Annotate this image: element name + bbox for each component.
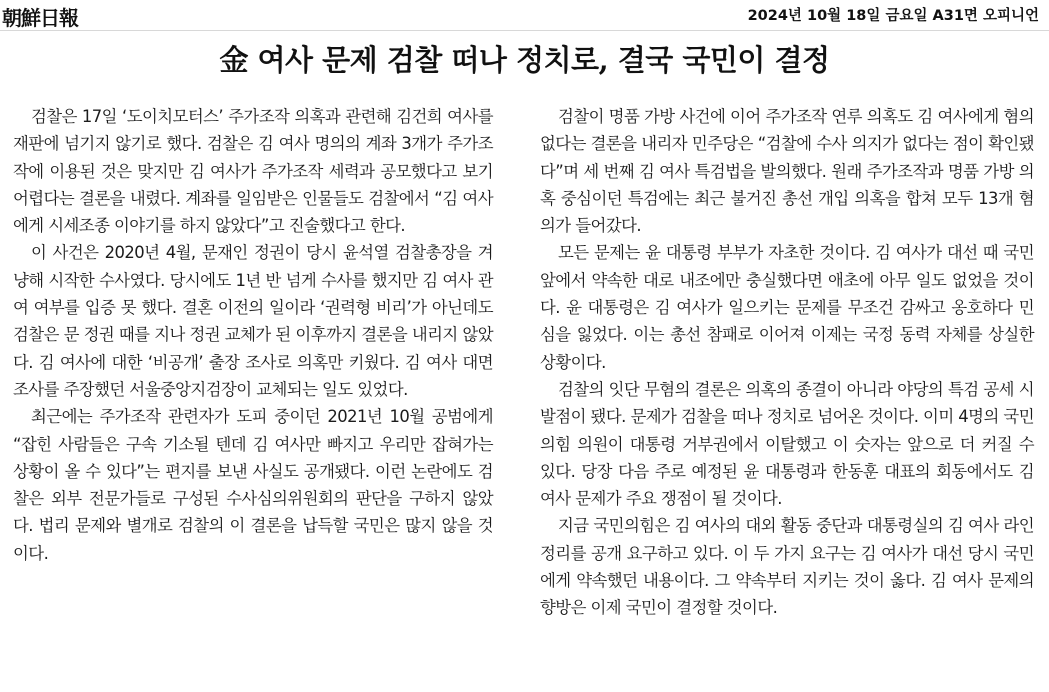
article-paragraph: 검찰의 잇단 무혐의 결론은 의혹의 종결이 아니라 야당의 특검 공세 시발점이 됐다. 문제가 검찰을 떠나 정치로 넘어온 것이다. 이미 4명의 국민의힘 의원이 대통령 거부권에서 이탈했고 이 숫자는 앞으로 더 커질 수 있다. 당장 다음 주로 예정된 윤 대통령과 한동훈 대표의 회동에서도 김 여사 문제가 주요 쟁점이 될 것이다. xyxy=(540,379,1034,509)
article-paragraph: 검찰이 명품 가방 사건에 이어 주가조작 연루 의혹도 김 여사에게 혐의 없다는 결론을 내리자 민주당은 “검찰에 수사 의지가 없다는 점이 확인됐다”며 세 번째 김 여사 특검법을 발의했다. 원래 주가조작과 명품 가방 의혹 중심이던 특검에는 최근 불거진 총선 개입 의혹을 합쳐 모두 13개 혐의가 들어갔다. xyxy=(540,107,1034,236)
article-column-right xyxy=(540,103,1034,622)
article-paragraph: 이 사건은 2020년 4월, 문재인 정권이 당시 윤석열 검찰총장을 겨냥해 시작한 수사였다. 당시에도 1년 반 넘게 수사를 했지만 김 여사 관여 여부를 입증 못 했다. 결혼 이전의 일이라 ‘권력형 비리’가 아닌데도 검찰은 문 정권 때를 지나 정권 교체가 된 이후까지 결론을 내리지 않았다. 김 여사에 대한 ‘비공개’ 출장 조사로 의혹만 키웠다. 김 여사 대면 조사를 주장했던 서울중앙지검장이 교체되는 일도 있었다. xyxy=(13,243,493,399)
article-paragraph: 검찰은 17일 ‘도이치모터스’ 주가조작 의혹과 관련해 김건희 여사를 재판에 넘기지 않기로 했다. 검찰은 김 여사 명의의 계좌 3개가 주가조작에 이용된 것은 맞지만 김 여사가 주가조작 세력과 공모했다고 보기 어렵다는 결론을 내렸다. 계좌를 일임받은 인물들도 검찰에서 “김 여사에게 시세조종 이야기를 하지 않았다”고 진술했다고 한다. xyxy=(13,107,493,236)
dateline: 2024년 10월 18일 금요일 A31면 오피니언 xyxy=(747,8,1039,24)
article-column-left xyxy=(13,103,493,567)
article-headline: 金 여사 문제 검찰 떠나 정치로, 결국 국민이 결정 xyxy=(219,43,830,77)
newspaper-logo: 朝鮮日報 xyxy=(2,6,78,30)
article-paragraph: 모든 문제는 윤 대통령 부부가 자초한 것이다. 김 여사가 대선 때 국민 앞에서 약속한 대로 내조에만 충실했다면 애초에 아무 일도 없었을 것이다. 윤 대통령은 김 여사가 일으키는 문제를 무조건 감싸고 옹호하다 민심을 잃었다. 이는 총선 참패로 이어져 이제는 국정 동력 자체를 상실한 상황이다. xyxy=(540,243,1034,372)
article-paragraph: 지금 국민의힘은 김 여사의 대외 활동 중단과 대통령실의 김 여사 라인 정리를 공개 요구하고 있다. 이 두 가지 요구는 김 여사가 대선 당시 국민에게 약속했던 내용이다. 그 약속부터 지키는 것이 옳다. 김 여사 문제의 향방은 이제 국민이 결정할 것이다. xyxy=(540,516,1034,618)
masthead-bar xyxy=(0,0,1049,31)
article-paragraph: 최근에는 주가조작 관련자가 도피 중이던 2021년 10월 공범에게 “잡힌 사람들은 구속 기소될 텐데 김 여사만 빠지고 우리만 잡혀가는 상황이 올 수 있다”는 편지를 보낸 사실도 공개됐다. 이런 논란에도 검찰은 외부 전문가들로 구성된 수사심의위원회의 판단을 구하지 않았다. 법리 문제와 별개로 검찰의 이 결론을 납득할 국민은 많지 않을 것이다. xyxy=(13,407,493,563)
